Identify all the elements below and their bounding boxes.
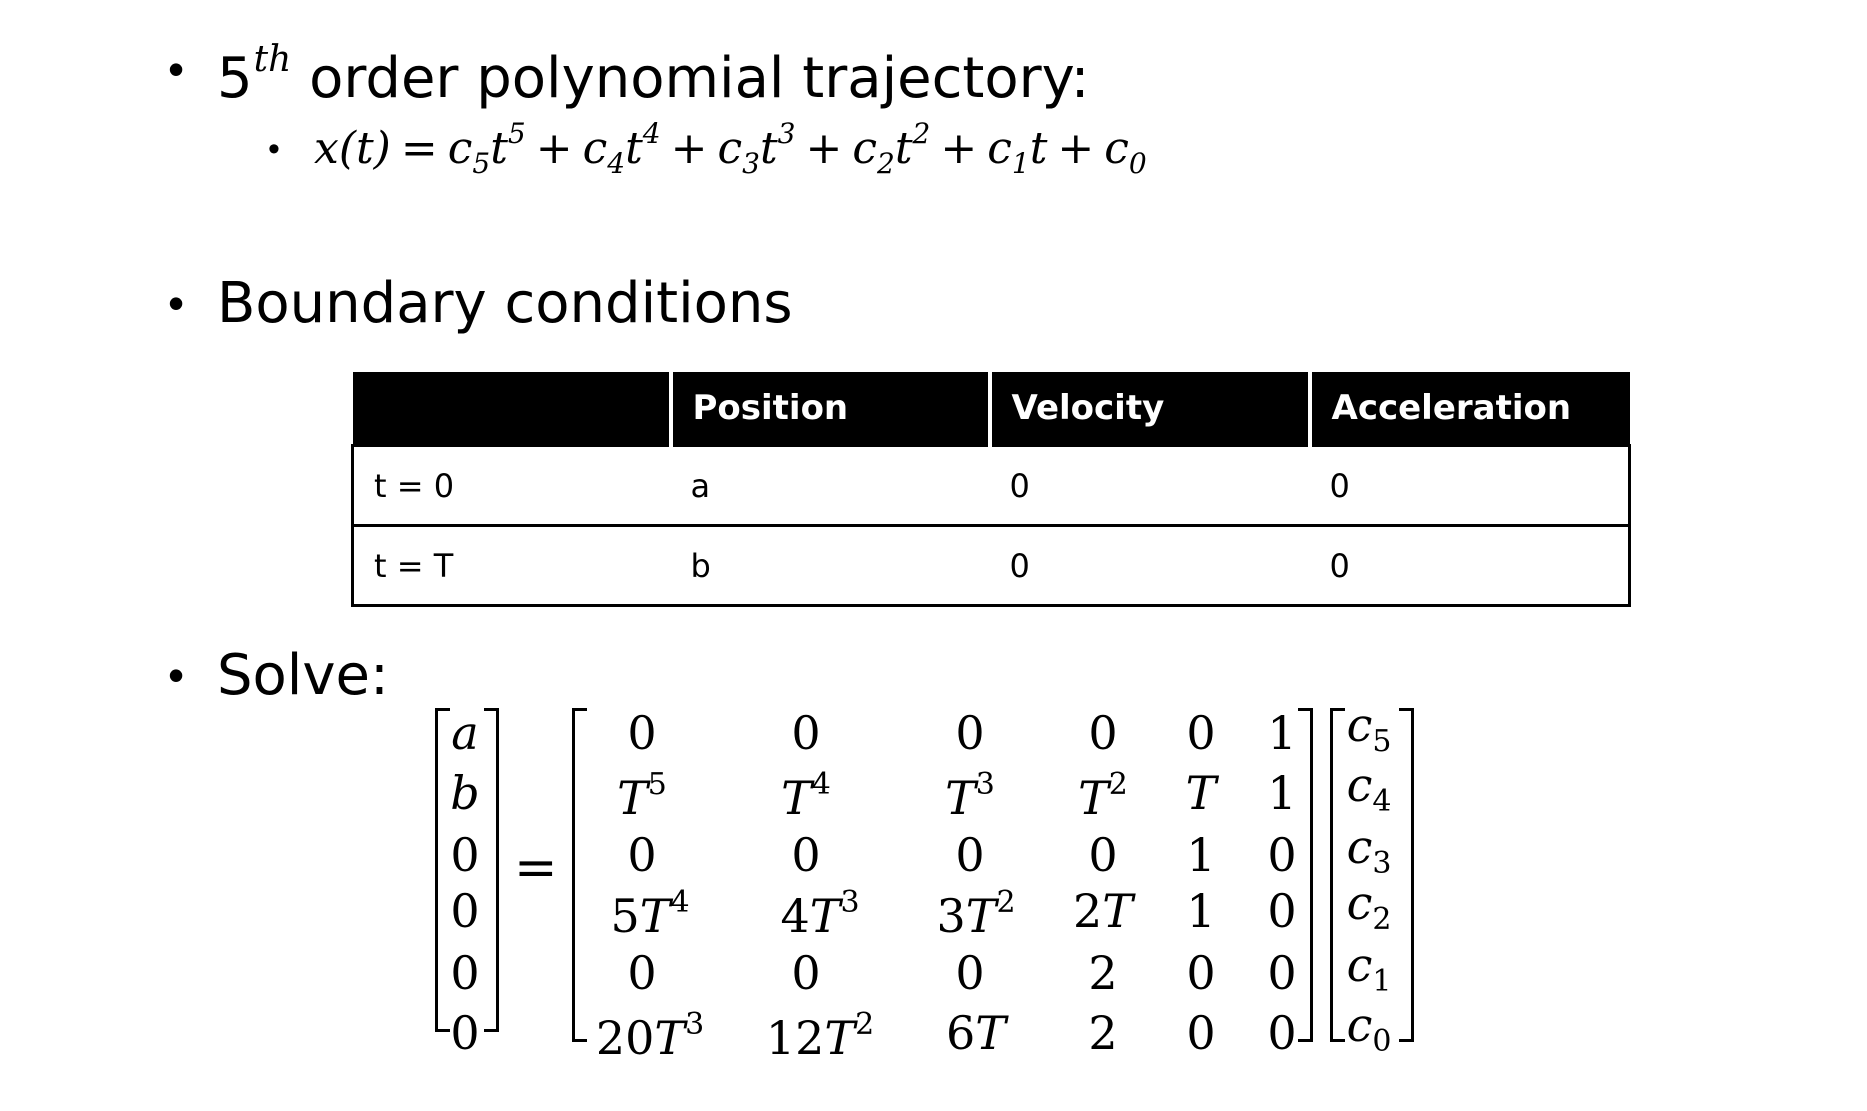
rhs-vector-entry: $c_3$ bbox=[1346, 820, 1392, 881]
matrix-entry: 2 bbox=[1088, 1006, 1118, 1060]
matrix-entry: 0 bbox=[1267, 946, 1297, 1000]
matrix-entry: $3T^2$ bbox=[936, 885, 1016, 943]
rhs-vector-entry: $c_5$ bbox=[1346, 698, 1392, 759]
matrix-entry: 0 bbox=[1186, 706, 1216, 760]
heading-boundary-conditions: Boundary conditions bbox=[217, 271, 793, 336]
rhs-vector-right-bracket bbox=[1399, 708, 1414, 1042]
matrix-entry: 1 bbox=[1186, 828, 1216, 882]
matrix-entry: 0 bbox=[627, 828, 657, 882]
equation-equals: = bbox=[400, 123, 438, 174]
matrix-entry: $T^5$ bbox=[617, 767, 667, 825]
matrix-entry: 0 bbox=[627, 946, 657, 1000]
matrix-entry: 2 bbox=[1088, 946, 1118, 1000]
matrix-entry: 0 bbox=[1267, 828, 1297, 882]
table-cell-position: a bbox=[671, 446, 990, 526]
lhs-vector-entry: a bbox=[451, 706, 479, 760]
lhs-vector-right-bracket bbox=[484, 708, 499, 1032]
matrix-entry: 0 bbox=[1267, 1006, 1297, 1060]
matrix-entry: $T^4$ bbox=[781, 767, 831, 825]
heading-solve: Solve: bbox=[217, 643, 389, 708]
matrix-entry: T bbox=[1185, 766, 1217, 820]
matrix-right-bracket bbox=[1298, 708, 1313, 1042]
table-cell-time: t = 0 bbox=[353, 446, 671, 526]
matrix-entry: 0 bbox=[955, 946, 985, 1000]
equation-plus: + bbox=[535, 123, 573, 174]
equation-plus: + bbox=[940, 123, 978, 174]
matrix-entry: 0 bbox=[955, 706, 985, 760]
bullet-3: • bbox=[168, 649, 185, 701]
equation-term: $c_1t$ bbox=[987, 123, 1048, 180]
matrix-entry: $5T^4$ bbox=[610, 885, 690, 943]
table-cell-velocity: 0 bbox=[990, 446, 1310, 526]
heading-order-superscript: th bbox=[253, 39, 292, 80]
matrix-entry: 0 bbox=[955, 828, 985, 882]
lhs-vector-entry: b bbox=[450, 766, 480, 820]
rhs-vector-entry: $c_2$ bbox=[1346, 876, 1392, 937]
table-cell-acceleration: 0 bbox=[1310, 446, 1630, 526]
table-cell-time: t = T bbox=[353, 526, 671, 606]
matrix-entry: 1 bbox=[1267, 706, 1297, 760]
matrix-entry: 1 bbox=[1267, 766, 1297, 820]
lhs-vector-entry: 0 bbox=[450, 828, 480, 882]
bullet-1: • bbox=[168, 43, 185, 95]
table-cell-acceleration: 0 bbox=[1310, 526, 1630, 606]
lhs-vector-entry: 0 bbox=[450, 946, 480, 1000]
lhs-vector-entry: 0 bbox=[450, 1006, 480, 1060]
matrix-entry: 0 bbox=[1088, 828, 1118, 882]
rhs-vector-entry: $c_4$ bbox=[1346, 758, 1392, 819]
equation-lhs: x(t) bbox=[314, 123, 391, 174]
rhs-vector-left-bracket bbox=[1330, 708, 1345, 1042]
matrix-entry: 0 bbox=[1267, 884, 1297, 938]
matrix-entry: 0 bbox=[791, 946, 821, 1000]
table-header-velocity: Velocity bbox=[990, 372, 1310, 446]
heading-polynomial-text: order polynomial trajectory: bbox=[291, 46, 1090, 111]
equation-term: $c_5t^5$ bbox=[447, 117, 526, 180]
matrix-left-bracket bbox=[572, 708, 587, 1042]
matrix-entry: 0 bbox=[1186, 1006, 1216, 1060]
matrix-entry: $20T^3$ bbox=[595, 1007, 705, 1065]
lhs-vector-entry: 0 bbox=[450, 884, 480, 938]
equation-plus: + bbox=[1057, 123, 1095, 174]
table-header-acceleration: Acceleration bbox=[1310, 372, 1630, 446]
table-cell-position: b bbox=[671, 526, 990, 606]
rhs-vector-entry: $c_1$ bbox=[1346, 938, 1392, 999]
bullet-2: • bbox=[168, 277, 185, 329]
equation-term: $c_4t^4$ bbox=[582, 117, 661, 180]
equation-term: $c_3t^3$ bbox=[717, 117, 796, 180]
matrix-entry: 2T bbox=[1073, 884, 1133, 938]
matrix-equals-sign: = bbox=[514, 838, 558, 898]
table-cell-velocity: 0 bbox=[990, 526, 1310, 606]
lhs-vector-left-bracket bbox=[435, 708, 450, 1032]
sub-bullet-1: • bbox=[268, 130, 280, 168]
table-header-position: Position bbox=[671, 372, 990, 446]
matrix-entry: 0 bbox=[791, 706, 821, 760]
equation-plus: + bbox=[670, 123, 708, 174]
matrix-entry: $12T^2$ bbox=[765, 1007, 875, 1065]
rhs-vector-entry: $c_0$ bbox=[1346, 998, 1392, 1059]
matrix-entry: $T^2$ bbox=[1078, 767, 1128, 825]
equation-plus: + bbox=[805, 123, 843, 174]
matrix-entry: 0 bbox=[1186, 946, 1216, 1000]
matrix-entry: 0 bbox=[627, 706, 657, 760]
matrix-entry: 0 bbox=[791, 828, 821, 882]
matrix-entry: 1 bbox=[1186, 884, 1216, 938]
equation-term: $c_2t^2$ bbox=[852, 117, 931, 180]
matrix-entry: 6T bbox=[946, 1006, 1006, 1060]
matrix-entry: $T^3$ bbox=[945, 767, 995, 825]
equation-term: $c_0$ bbox=[1104, 123, 1147, 180]
heading-order-number: 5 bbox=[217, 46, 253, 111]
matrix-entry: 0 bbox=[1088, 706, 1118, 760]
matrix-entry: $4T^3$ bbox=[780, 885, 860, 943]
